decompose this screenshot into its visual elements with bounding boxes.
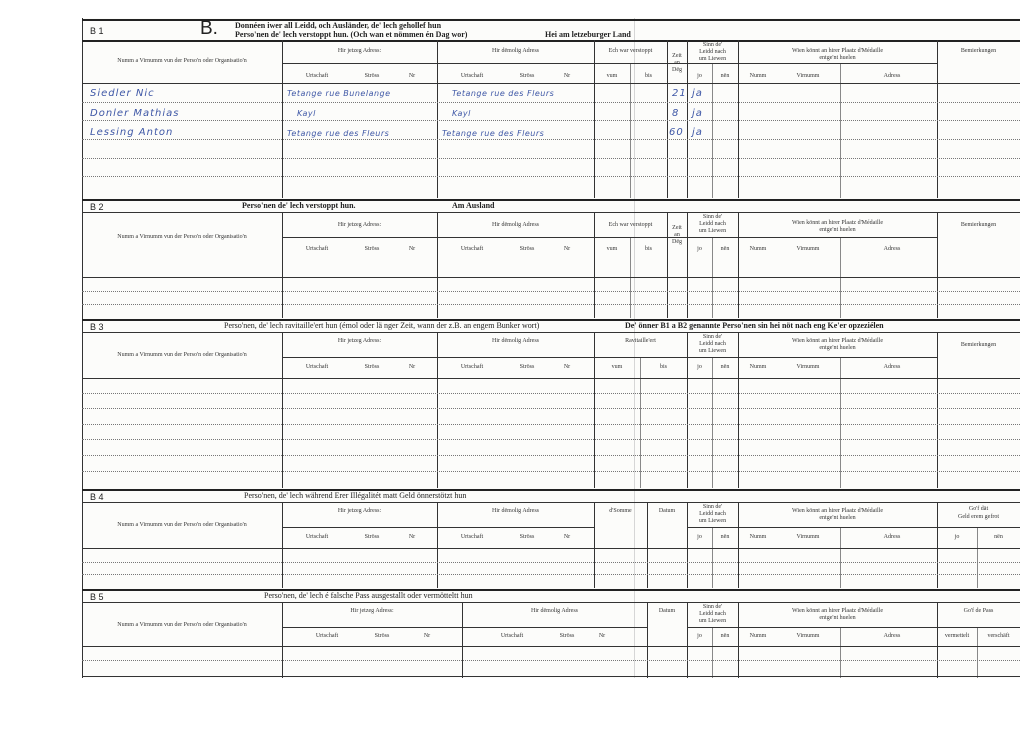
- no-header: nën: [720, 534, 730, 540]
- time-header-1: Zeit: [672, 225, 682, 231]
- pass-header: Go'f de Pass: [963, 608, 994, 614]
- entry-current-address: Tetange rue des Fleurs: [287, 129, 390, 138]
- town-header: Urtschaft: [305, 364, 329, 370]
- nr-header: Nr: [563, 534, 571, 540]
- street-header: Ströss: [364, 534, 380, 540]
- no-header: nën: [994, 534, 1003, 540]
- medal-header-2: entge'nt huelen: [819, 55, 856, 61]
- no-header: nën: [720, 364, 730, 370]
- section-code: B 1: [90, 26, 104, 36]
- nr-header: Nr: [408, 246, 416, 252]
- supply-header: Ravitaille'ert: [625, 338, 656, 344]
- section-subtitle: Perso'nen de' lech verstoppt hun. (Och wan et nömmen én Dag wor): [235, 30, 468, 39]
- entry-alive: ja: [692, 127, 703, 138]
- former-address-header: Hir dëmolig Adress: [492, 338, 539, 344]
- yes-header: jo: [954, 534, 960, 540]
- no-header: nën: [720, 73, 730, 79]
- section-subtitle-location: Hei am letzeburger Land: [545, 30, 631, 39]
- entry-former-address: Tetange rue des Fleurs: [452, 89, 555, 98]
- remarks-header: Bemierkungen: [960, 48, 997, 54]
- medal-name-header: Numm: [749, 534, 767, 540]
- entry-former-address: Kayl: [452, 109, 471, 118]
- current-address-header: Hir jetzeg Adress:: [350, 608, 394, 614]
- street-header: Ströss: [519, 364, 535, 370]
- nr-header: Nr: [563, 364, 571, 370]
- yes-header: jo: [697, 246, 702, 252]
- date-header: Datum: [658, 608, 676, 614]
- alive-header-3: um Liewen: [698, 348, 727, 354]
- street-header: Ströss: [559, 633, 575, 639]
- form-letter: B.: [200, 18, 218, 39]
- street-header: Ströss: [519, 73, 535, 79]
- remarks-header: Bemierkungen: [960, 342, 997, 348]
- yes-header: jo: [697, 633, 702, 639]
- name-column-header: Numm a Virnumm vun der Perso'n oder Organisatio'n: [117, 352, 247, 358]
- medal-first-name-header: Virnumm: [796, 364, 820, 370]
- sum-header: d'Somme: [609, 508, 632, 514]
- alive-header-2: Leidd nach: [699, 511, 726, 517]
- medal-first-name-header: Virnumm: [796, 534, 820, 540]
- yes-header: jo: [697, 534, 702, 540]
- no-header: nën: [720, 633, 730, 639]
- nr-header: Nr: [563, 73, 571, 79]
- from-header: vum: [606, 246, 618, 252]
- medal-header-2: entge'nt huelen: [819, 615, 856, 621]
- medal-header-1: Wien könnt an hirer Plaatz d'Médaille: [792, 508, 883, 514]
- form-page: [82, 18, 1020, 678]
- name-column-header: Numm a Virnumm vun der Perso'n oder Organisatio'n: [117, 522, 247, 528]
- street-header: Ströss: [374, 633, 390, 639]
- remarks-header: Bemierkungen: [960, 222, 997, 228]
- nr-header: Nr: [408, 73, 416, 79]
- nr-header: Nr: [598, 633, 606, 639]
- hidden-header: Ech war verstoppt: [608, 222, 653, 228]
- entry-name: Lessing Anton: [90, 127, 174, 138]
- medal-address-header: Adress: [883, 364, 901, 370]
- nr-header: Nr: [408, 534, 416, 540]
- former-address-header: Hir dëmolig Adress: [531, 608, 578, 614]
- medal-header-1: Wien könnt an hirer Plaatz d'Médaille: [792, 220, 883, 226]
- town-header: Urtschaft: [315, 633, 339, 639]
- former-address-header: Hir dëmolig Adress: [492, 222, 539, 228]
- town-header: Urtschaft: [460, 73, 484, 79]
- town-header: Urtschaft: [460, 364, 484, 370]
- alive-header-2: Leidd nach: [699, 221, 726, 227]
- entry-days: 60: [669, 127, 684, 138]
- entry-alive: ja: [692, 108, 703, 119]
- medal-header-2: entge'nt huelen: [819, 227, 856, 233]
- medal-name-header: Numm: [749, 246, 767, 252]
- alive-header-1: Sinn de': [702, 334, 723, 340]
- street-header: Ströss: [364, 364, 380, 370]
- medal-first-name-header: Virnumm: [796, 633, 820, 639]
- town-header: Urtschaft: [460, 246, 484, 252]
- entry-current-address: Tetange rue Bunelange: [287, 89, 391, 98]
- nr-header: Nr: [423, 633, 431, 639]
- entry-name: Donler Mathias: [90, 108, 180, 119]
- section-note: De' önner B1 a B2 genannte Perso'nen sin hei nöt nach eng Ke'er opzeziélen: [625, 321, 884, 330]
- section-subtitle-location: Am Ausland: [452, 201, 495, 210]
- alive-header-1: Sinn de': [702, 214, 723, 220]
- time-header-2: an: [674, 232, 680, 238]
- to-header: bis: [644, 73, 652, 79]
- from-header: vum: [606, 73, 618, 79]
- section-b4: [82, 488, 1020, 588]
- medal-address-header: Adress: [883, 534, 901, 540]
- section-b2: [82, 198, 1020, 318]
- medal-name-header: Numm: [749, 73, 767, 79]
- entry-current-address: Kayl: [297, 109, 316, 118]
- name-column-header: Numm a Virnumm vun der Perso'n oder Organisatio'n: [117, 622, 247, 628]
- money-requested-header-1: Go'f dät: [968, 506, 989, 512]
- town-header: Urtschaft: [305, 246, 329, 252]
- yes-header: jo: [697, 73, 702, 79]
- section-title: Perso'nen, de' lech ravitaille'ert hun (émol oder lä nger Zeit, wann der z.B. an engem Bunker wort): [224, 321, 540, 330]
- medal-first-name-header: Virnumm: [796, 246, 820, 252]
- pass-issued-header: vermettelt: [944, 633, 970, 639]
- medal-header-1: Wien könnt an hirer Plaatz d'Médaille: [792, 48, 883, 54]
- date-header: Datum: [658, 508, 676, 514]
- alive-header-3: um Liewen: [698, 56, 727, 62]
- medal-header-2: entge'nt huelen: [819, 345, 856, 351]
- street-header: Ströss: [519, 534, 535, 540]
- medal-name-header: Numm: [749, 364, 767, 370]
- former-address-header: Hir dëmolig Adress: [492, 508, 539, 514]
- alive-header-3: um Liewen: [698, 228, 727, 234]
- medal-first-name-header: Virnumm: [796, 73, 820, 79]
- medal-address-header: Adress: [883, 633, 901, 639]
- pass-made-header: verschäft: [987, 633, 1010, 639]
- time-header-1: Zeit: [672, 53, 682, 59]
- money-requested-header-2: Geld erem gefrot: [958, 514, 999, 520]
- section-title: Perso'nen, de' lech während Erer Illégalitét matt Geld önnerstötzt hun: [244, 491, 467, 500]
- alive-header-1: Sinn de': [702, 604, 723, 610]
- name-column-header: Numm a Virnumm vun der Perso'n oder Organisatio'n: [117, 234, 247, 240]
- current-address-header: Hir jetzeg Adress:: [337, 338, 382, 344]
- hidden-header: Ech war verstoppt: [608, 48, 653, 54]
- alive-header-2: Leidd nach: [699, 611, 726, 617]
- time-header-3: Dëg: [672, 67, 682, 73]
- town-header: Urtschaft: [305, 73, 329, 79]
- alive-header-1: Sinn de': [702, 42, 723, 48]
- section-b3: [82, 318, 1020, 488]
- street-header: Ströss: [519, 246, 535, 252]
- section-b1: [82, 18, 1020, 198]
- current-address-header: Hir jetzeg Adress:: [337, 222, 382, 228]
- entry-days: 21: [672, 88, 687, 99]
- yes-header: jo: [697, 364, 702, 370]
- section-code: B 3: [90, 322, 104, 332]
- entry-former-address: Tetange rue des Fleurs: [442, 129, 545, 138]
- entry-alive: ja: [692, 88, 703, 99]
- medal-address-header: Adress: [883, 246, 901, 252]
- time-header-2: an: [674, 60, 680, 66]
- section-b5: [82, 588, 1020, 678]
- entry-name: Siedler Nic: [90, 88, 155, 99]
- medal-address-header: Adress: [883, 73, 901, 79]
- medal-header-1: Wien könnt an hirer Plaatz d'Médaille: [792, 338, 883, 344]
- alive-header-3: um Liewen: [698, 618, 727, 624]
- former-address-header: Hir dëmolig Adress: [492, 48, 539, 54]
- section-title: Donnéen iwer all Leidd, och Ausländer, de' lech gehollef hun: [235, 21, 442, 30]
- nr-header: Nr: [563, 246, 571, 252]
- to-header: bis: [659, 364, 667, 370]
- section-code: B 5: [90, 592, 104, 602]
- town-header: Urtschaft: [460, 534, 484, 540]
- medal-header-2: entge'nt huelen: [819, 515, 856, 521]
- street-header: Ströss: [364, 73, 380, 79]
- alive-header-2: Leidd nach: [699, 49, 726, 55]
- name-column-header: Numm a Virnumm vun der Perso'n oder Organisatio'n: [117, 58, 247, 64]
- no-header: nën: [720, 246, 730, 252]
- current-address-header: Hir jetzeg Adress:: [337, 48, 382, 54]
- time-header-3: Dëg: [672, 239, 682, 245]
- alive-header-1: Sinn de': [702, 504, 723, 510]
- section-code: B 4: [90, 492, 104, 502]
- town-header: Urtschaft: [305, 534, 329, 540]
- entry-days: 8: [672, 108, 680, 119]
- street-header: Ströss: [364, 246, 380, 252]
- to-header: bis: [644, 246, 652, 252]
- section-title: Perso'nen de' lech verstoppt hun.: [242, 201, 356, 210]
- medal-header-1: Wien könnt an hirer Plaatz d'Médaille: [792, 608, 883, 614]
- nr-header: Nr: [408, 364, 416, 370]
- town-header: Urtschaft: [500, 633, 524, 639]
- alive-header-3: um Liewen: [698, 518, 727, 524]
- section-code: B 2: [90, 202, 104, 212]
- current-address-header: Hir jetzeg Adress:: [337, 508, 382, 514]
- section-title: Perso'nen, de' lech é falsche Pass ausgestallt oder vermötteltt hun: [264, 591, 473, 600]
- from-header: vum: [611, 364, 623, 370]
- medal-name-header: Numm: [749, 633, 767, 639]
- alive-header-2: Leidd nach: [699, 341, 726, 347]
